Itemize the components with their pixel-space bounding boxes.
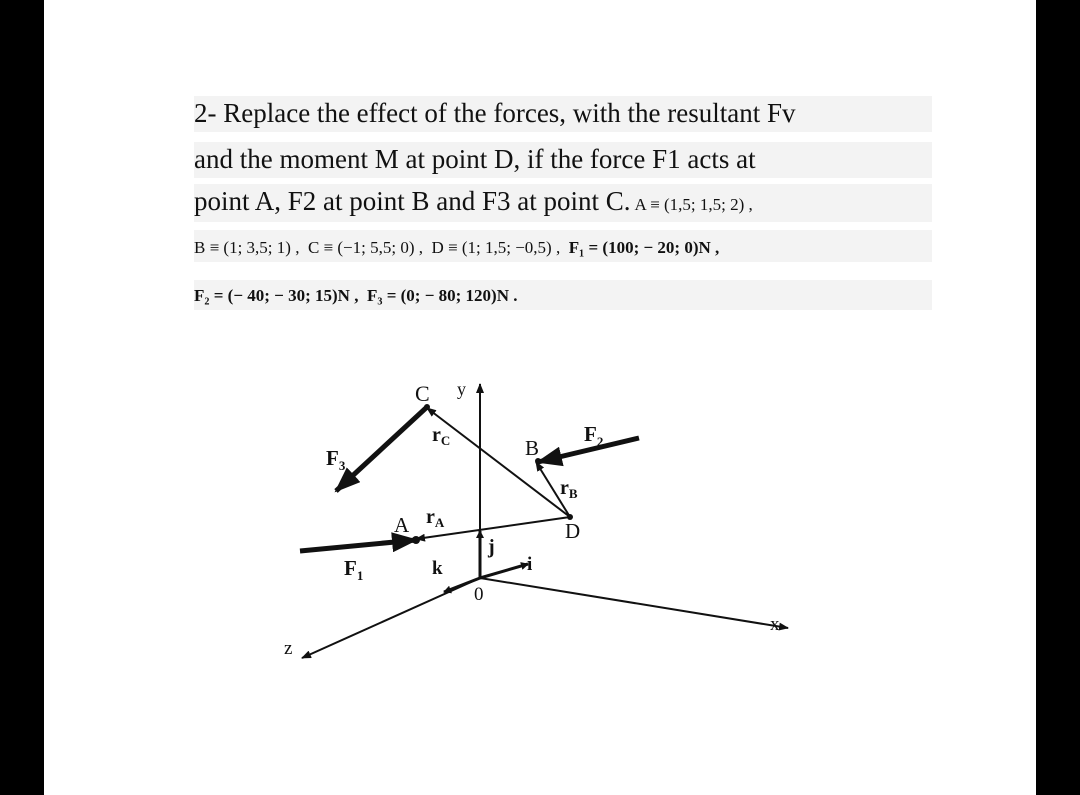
label-origin: 0	[474, 584, 484, 605]
label-f2: $F_2$	[584, 422, 604, 449]
force-diagram	[44, 0, 1036, 795]
label-y: y	[457, 379, 466, 399]
force-f2: F₂ = (− 40; − 30; 15)N ,	[194, 286, 359, 305]
point-d-coords: D ≡ (1; 1,5; −0,5) ,	[431, 238, 561, 257]
force-f3: F₃ = (0; − 80; 120)N .	[366, 286, 518, 305]
point-a-coords: A ≡ (1,5; 1,5; 2) ,	[634, 195, 753, 214]
force-f1: F₁ = (100; − 20; 0)N ,	[568, 238, 720, 257]
label-f3: $F_3$	[326, 446, 346, 473]
problem-line-1: 2- Replace the effect of the forces, with the resultant Fv	[194, 98, 796, 128]
problem-line-2: and the moment M at point D, if the force F1 acts at	[194, 144, 756, 174]
label-rc: $r_C$	[432, 424, 451, 448]
force-f1-arrow	[300, 540, 416, 551]
label-k: k	[432, 558, 443, 579]
point-b-coords: B ≡ (1; 3,5; 1) ,	[194, 238, 300, 257]
label-rb: $r_B$	[560, 477, 578, 501]
label-x: x	[770, 614, 780, 635]
z-axis	[302, 578, 480, 658]
x-axis	[480, 578, 788, 628]
label-b: B	[525, 436, 540, 460]
document-page	[44, 0, 1036, 795]
position-vector-rc	[427, 408, 570, 517]
point-a-marker	[412, 536, 420, 544]
point-c-coords: C ≡ (−1; 5,5; 0) ,	[307, 238, 423, 257]
label-c: C	[415, 381, 430, 406]
unit-vector-i	[480, 564, 528, 578]
label-z: z	[284, 638, 293, 659]
force-f3-arrow	[336, 407, 427, 491]
label-j: j	[488, 536, 495, 558]
label-i: i	[527, 554, 533, 575]
label-f1: $F_1$	[344, 556, 364, 583]
label-a: A	[394, 513, 410, 537]
label-d: D	[565, 519, 581, 543]
label-ra: $r_A$	[426, 506, 445, 530]
problem-text: point A, F2 at point B and F3 at point C.	[194, 186, 631, 216]
